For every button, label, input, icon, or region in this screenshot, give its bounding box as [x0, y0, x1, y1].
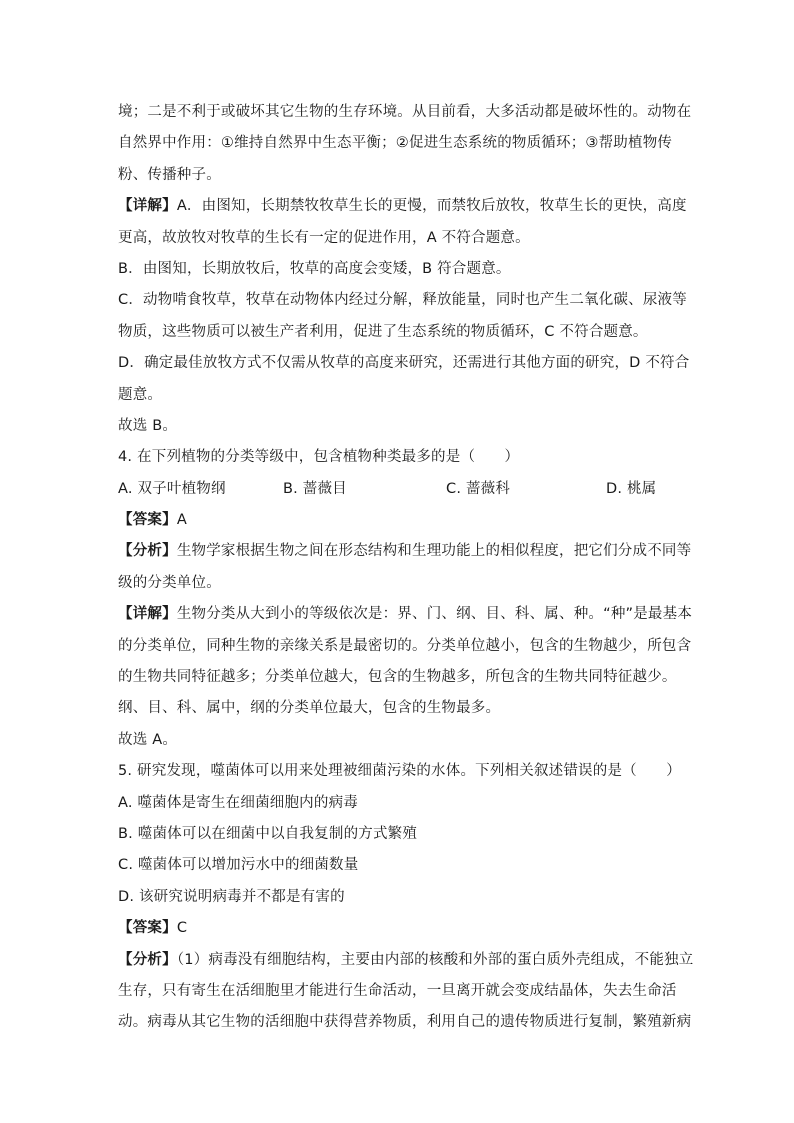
paragraph-line: 的分类单位，同种生物的亲缘关系是最密切的。分类单位越小，包含的生物越少，所包含: [118, 637, 692, 654]
explanation-line: [118, 191, 687, 222]
paragraph-line: 动。病毒从其它生物的活细胞中获得营养物质，利用自己的遗传物质进行复制，繁殖新病: [118, 1014, 692, 1031]
explanation-text: A．由图知，长期禁牧牧草生长的更慢，而禁牧后放牧，牧草生长的更快，高度: [176, 198, 687, 215]
paragraph-line: 生存，只有寄生在活细胞里才能进行生命活动，一旦离开就会变成结晶体，失去生命活: [118, 982, 677, 999]
analysis-tag: 【分析】: [118, 951, 177, 968]
answer-value: C: [176, 920, 188, 937]
paragraph-line: B．由图知，长期放牧后，牧草的高度会变矮，B 符合题意。: [118, 260, 511, 277]
option-c: C. 噬菌体可以增加污水中的细菌数量: [118, 857, 359, 874]
option-b: B. 蔷薇目: [283, 480, 347, 497]
option-d: D. 该研究说明病毒并不都是有害的: [118, 888, 345, 905]
analysis-line: [118, 536, 692, 567]
question-4: 4. 在下列植物的分类等级中，包含植物种类最多的是（ ）: [118, 449, 520, 466]
question-4-options: [118, 474, 678, 505]
conclusion-line: 故选 B。: [118, 417, 178, 434]
option-b: B. 噬菌体可以在细菌中以自我复制的方式繁殖: [118, 825, 418, 842]
option-c: C. 蔷薇科: [446, 480, 511, 497]
answer-line: [118, 913, 678, 944]
paragraph-line: D．确定最佳放牧方式不仅需从牧草的高度来研究，还需进行其他方面的研究，D 不符合: [118, 355, 690, 372]
detail-tag: 【详解】: [118, 198, 177, 215]
explanation-line: [118, 599, 693, 630]
answer-tag: 【答案】: [118, 920, 177, 937]
answer-value: A: [176, 512, 187, 529]
option-a: A. 噬菌体是寄生在细菌细胞内的病毒: [118, 794, 358, 811]
question-5: 5. 研究发现，噬菌体可以用来处理被细菌污染的水体。下列相关叙述错误的是（ ）: [118, 763, 681, 780]
paragraph-line: 自然界中作用：①维持自然界中生态平衡；②促进生态系统的物质循环；③帮助植物传: [118, 135, 673, 152]
analysis-text: 生物学家根据生物之间在形态结构和生理功能上的相似程度，把它们分成不同等: [176, 543, 692, 560]
answer-tag: 【答案】: [118, 512, 177, 529]
paragraph-line: 的生物共同特征越多；分类单位越大，包含的生物越多，所包含的生物共同特征越少。: [118, 669, 677, 686]
analysis-line: [118, 945, 694, 976]
analysis-tag: 【分析】: [118, 543, 177, 560]
paragraph-line: 物质，这些物质可以被生产者利用，促进了生态系统的物质循环，C 不符合题意。: [118, 323, 648, 340]
option-a: A. 双子叶植物纲: [118, 480, 226, 497]
answer-line: [118, 505, 678, 536]
paragraph-line: 境；二是不利于或破坏其它生物的生存环境。从目前看，大多活动都是破坏性的。动物在: [118, 104, 692, 120]
option-d: D. 桃属: [606, 480, 657, 497]
paragraph-line: 纲、目、科、属中，纲的分类单位最大，包含的生物最多。: [118, 700, 501, 717]
paragraph-line: 粉、传播种子。: [118, 166, 221, 183]
analysis-text: （1）病毒没有细胞结构，主要由内部的核酸和外部的蛋白质外壳组成，不能独立: [176, 951, 694, 968]
paragraph-line: 级的分类单位。: [118, 574, 221, 591]
detail-tag: 【详解】: [118, 606, 177, 623]
paragraph-line: 更高，故放牧对牧草的生长有一定的促进作用，A 不符合题意。: [118, 229, 530, 246]
document-page: [118, 97, 694, 1039]
paragraph-line: C．动物啃食牧草，牧草在动物体内经过分解，释放能量，同时也产生二氧化碳、尿液等: [118, 292, 687, 309]
explanation-text: 生物分类从大到小的等级依次是：界、门、纲、目、科、属、种。“种”是最基本: [176, 606, 693, 623]
paragraph-line: 题意。: [118, 386, 163, 403]
conclusion-line: 故选 A。: [118, 731, 178, 748]
